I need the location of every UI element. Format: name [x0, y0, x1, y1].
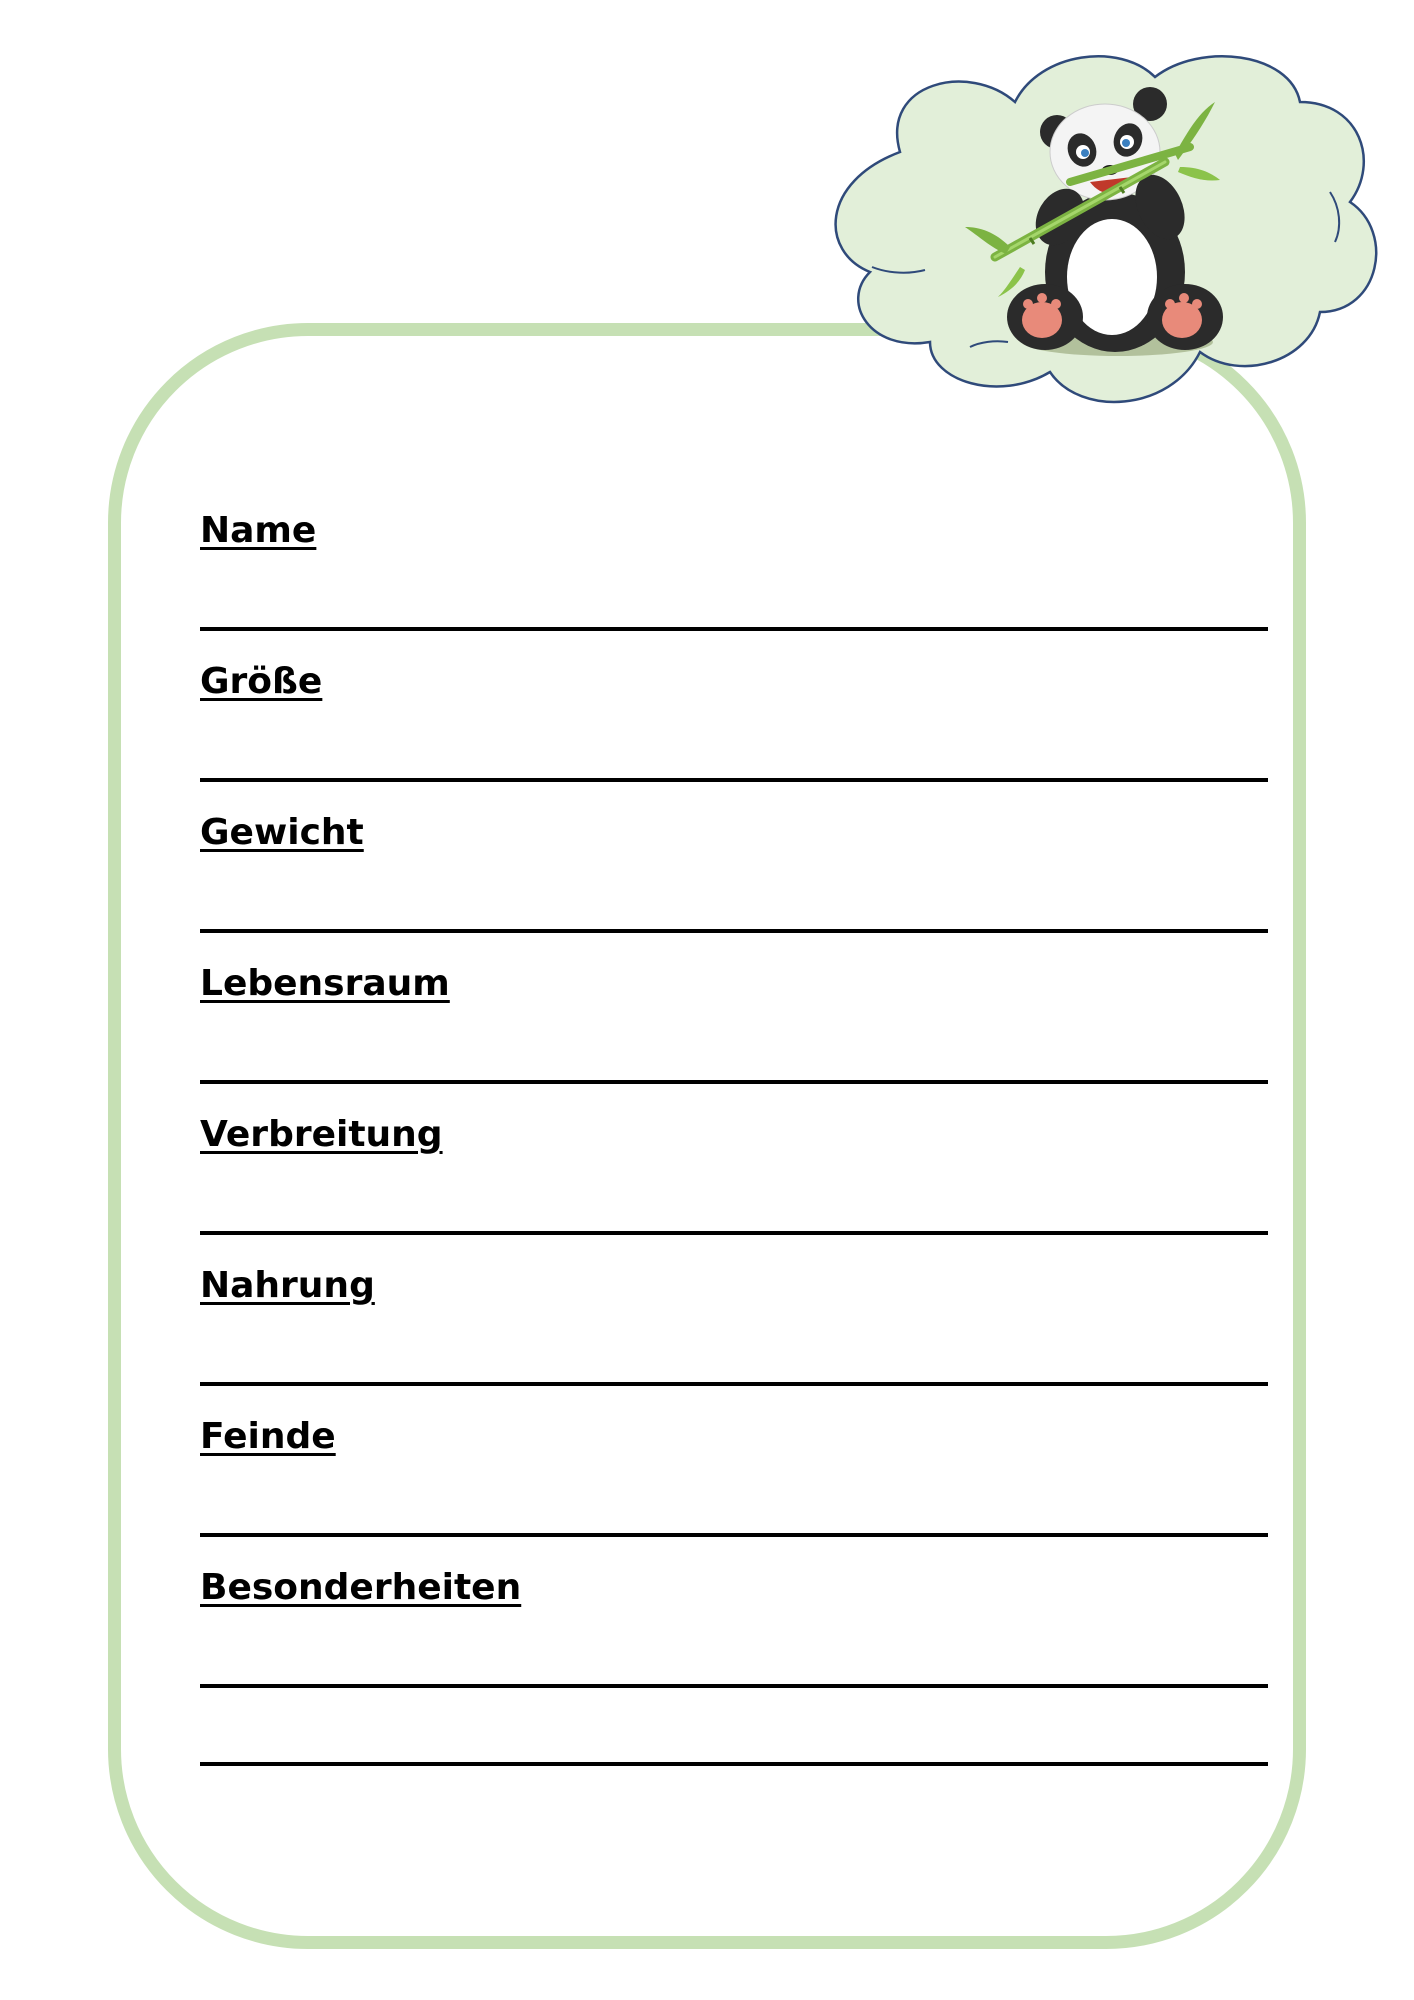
- answer-line-groesse[interactable]: [200, 778, 1268, 782]
- field-label-besonderheiten: Besonderheiten: [200, 1567, 522, 1608]
- panda-cloud-illustration: [820, 42, 1400, 432]
- answer-line-feinde[interactable]: [200, 1533, 1268, 1537]
- answer-line-besonderheiten-1[interactable]: [200, 1684, 1268, 1688]
- field-label-nahrung: Nahrung: [200, 1265, 375, 1306]
- answer-line-lebensraum[interactable]: [200, 1080, 1268, 1084]
- field-label-groesse: Größe: [200, 661, 323, 702]
- answer-line-gewicht[interactable]: [200, 929, 1268, 933]
- answer-line-verbreitung[interactable]: [200, 1231, 1268, 1235]
- answer-line-name[interactable]: [200, 627, 1268, 631]
- field-label-gewicht: Gewicht: [200, 812, 364, 853]
- field-label-lebensraum: Lebensraum: [200, 963, 450, 1004]
- field-label-name: Name: [200, 510, 317, 551]
- field-label-verbreitung: Verbreitung: [200, 1114, 443, 1155]
- field-label-feinde: Feinde: [200, 1416, 336, 1457]
- answer-line-besonderheiten-2[interactable]: [200, 1762, 1268, 1766]
- answer-line-nahrung[interactable]: [200, 1382, 1268, 1386]
